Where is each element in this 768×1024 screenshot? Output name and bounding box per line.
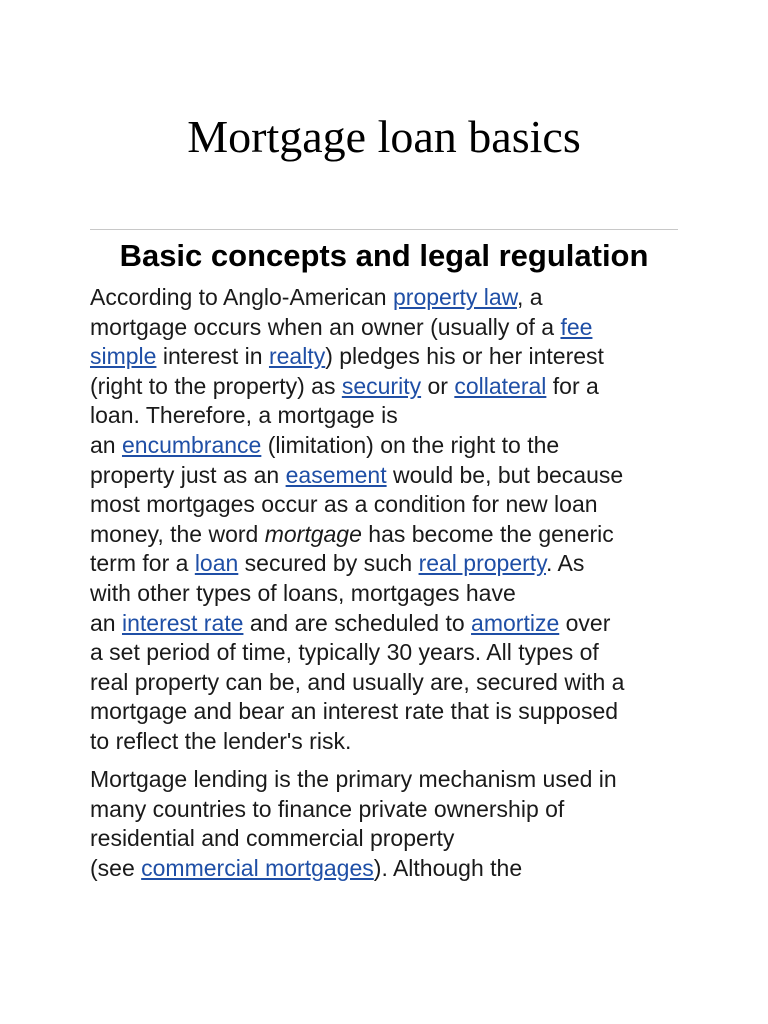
line bbox=[90, 824, 682, 854]
line bbox=[90, 765, 682, 795]
text: ). Although the bbox=[373, 854, 523, 881]
link-fee-simple[interactable]: simple bbox=[90, 343, 157, 370]
link-realty[interactable]: realty bbox=[268, 343, 326, 370]
link-interest-rate[interactable]: interest rate bbox=[121, 609, 244, 636]
line bbox=[90, 401, 682, 431]
paragraph-2 bbox=[90, 765, 682, 883]
link-property-law[interactable]: property law bbox=[393, 284, 518, 310]
link-fee-simple[interactable]: fee bbox=[560, 313, 593, 340]
line bbox=[90, 609, 682, 639]
text: and are scheduled to bbox=[243, 609, 472, 636]
text: an bbox=[90, 431, 122, 458]
text: secured by such bbox=[238, 550, 419, 577]
emphasis-mortgage: mortgage bbox=[264, 520, 362, 547]
text: residential and commercial property bbox=[90, 825, 455, 852]
text: mortgage occurs when an owner (usually of a bbox=[90, 313, 561, 340]
link-security[interactable]: security bbox=[341, 372, 422, 399]
text: money, the word bbox=[90, 520, 265, 547]
text: many countries to finance private ownership of bbox=[90, 795, 565, 822]
line bbox=[90, 727, 682, 757]
line bbox=[90, 795, 682, 825]
link-loan[interactable]: loan bbox=[194, 550, 239, 577]
line bbox=[90, 461, 682, 491]
line bbox=[90, 854, 682, 884]
text: property just as an bbox=[90, 461, 286, 488]
text: (right to the property) as bbox=[90, 372, 342, 399]
text: would be, but because bbox=[386, 461, 624, 488]
text: to reflect the lender's risk. bbox=[90, 727, 352, 754]
line bbox=[90, 638, 682, 668]
line bbox=[90, 549, 682, 579]
line bbox=[90, 697, 682, 727]
text: over bbox=[559, 609, 611, 636]
link-amortize[interactable]: amortize bbox=[471, 609, 560, 636]
text: mortgage and bear an interest rate that is supposed bbox=[90, 698, 619, 725]
text: (limitation) on the right to the bbox=[261, 431, 560, 458]
text: for a bbox=[546, 372, 599, 399]
line bbox=[90, 520, 682, 550]
text: an bbox=[90, 609, 122, 636]
text: a set period of time, typically 30 years. All types of bbox=[90, 639, 599, 666]
section-heading: Basic concepts and legal regulation bbox=[119, 238, 649, 273]
text: with other types of loans, mortgages have bbox=[90, 579, 516, 606]
link-real-property[interactable]: real property bbox=[418, 550, 546, 577]
text: According to Anglo-American bbox=[90, 284, 393, 310]
line bbox=[90, 372, 682, 402]
line bbox=[90, 431, 682, 461]
text: term for a bbox=[90, 550, 195, 577]
line bbox=[90, 342, 682, 372]
link-easement[interactable]: easement bbox=[285, 461, 387, 488]
text: most mortgages occur as a condition for new loan bbox=[90, 491, 598, 518]
text: loan. Therefore, a mortgage is bbox=[90, 402, 398, 429]
paragraph-1 bbox=[90, 283, 682, 757]
text: real property can be, and usually are, secured with a bbox=[90, 668, 625, 695]
line bbox=[90, 579, 682, 609]
title-divider bbox=[90, 229, 678, 230]
line bbox=[90, 490, 682, 520]
text: has become the generic bbox=[361, 520, 614, 547]
text: . As bbox=[545, 550, 585, 577]
text: , a bbox=[517, 284, 543, 310]
line bbox=[90, 283, 682, 313]
text: Mortgage lending is the primary mechanism used in bbox=[90, 766, 617, 792]
link-collateral[interactable]: collateral bbox=[454, 372, 547, 399]
text: ) pledges his or her interest bbox=[325, 343, 604, 370]
page-title: Mortgage loan basics bbox=[187, 111, 581, 162]
line bbox=[90, 313, 682, 343]
text: or bbox=[421, 372, 455, 399]
link-commercial-mortgages[interactable]: commercial mortgages bbox=[141, 854, 374, 881]
text: (see bbox=[90, 854, 142, 881]
line bbox=[90, 668, 682, 698]
text: interest in bbox=[156, 343, 269, 370]
link-encumbrance[interactable]: encumbrance bbox=[121, 431, 262, 458]
